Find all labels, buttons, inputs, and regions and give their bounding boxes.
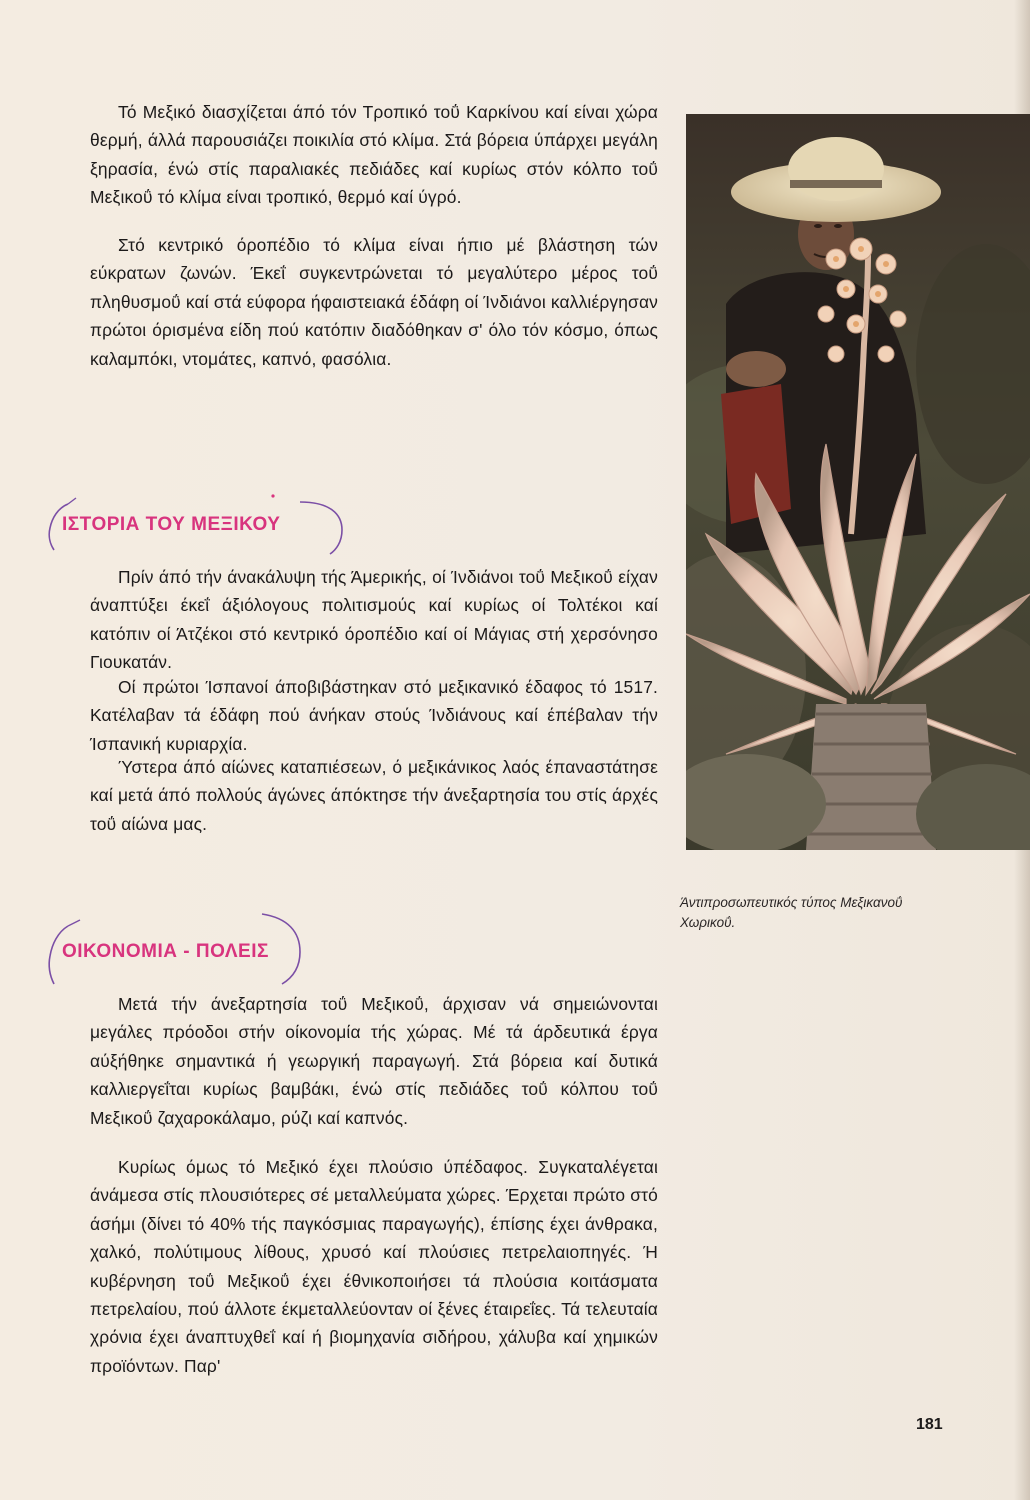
- paragraph-plateau: [90, 231, 658, 373]
- page-number: 181: [916, 1416, 943, 1433]
- section-heading-history: ΙΣΤΟΡΙΑ ΤΟΥ ΜΕΞΙΚΟΥ: [62, 514, 281, 535]
- paragraph-text: Ύστερα άπό αίώνες καταπιέσεων, ό μεξικάνικος λαός έπαναστάτησε καί μετά άπό πολλούς άγώνες άπόκτησε τήν άνεξαρτησία του στίς άρχές τοΰ αίώνα μας.: [90, 757, 658, 834]
- paragraph-economy-agriculture: [90, 990, 658, 1132]
- paragraph-pre-columbian: [90, 563, 658, 677]
- paragraph-text: Πρίν άπό τήν άνακάλυψη τής Άμερικής, οί Ίνδιάνοι τοΰ Μεξικοΰ είχαν άναπτύξει έκεΐ άξιόλογους πολιτισμούς καί κυρίως οί Τολτέκοι καί κατόπιν οί Άτζέκοι στό κεντρικό όροπέδιο καί οί Μάγιας στή χερσόνησο Γιουκατάν.: [90, 567, 658, 673]
- paragraph-text: Κυρίως όμως τό Μεξικό έχει πλούσιο ύπέδαφος. Συγκαταλέγεται άνάμεσα στίς πλουσιότερες σέ μεταλλεύματα χώρες. Έρχεται πρώτο στό άσήμι (δίνει τό 40% τής παγκόσμιας παραγωγής), έπίσης έχει άνθρακα, χαλκό, πολύτιμους λίθους, χρυσό καί πλούσιες πετρελαιοπηγές. Ή κυβέρνηση τοΰ Μεξικοΰ έχει έθνικοποιήσει τά πλούσια κοιτάσματα πετρελαίου, πού άλλοτε έκμεταλλεύονταν οί ξένες έταιρεΐες. Τά τελευταία χρόνια έχει άναπτυχθεΐ καί ή βιομηχανία σιδήρου, χάλυβα καί χημικών προϊόντων. Παρ': [90, 1157, 658, 1376]
- photo-illustration: [686, 114, 1030, 850]
- photo-mexican-peasant: [686, 114, 1030, 850]
- paragraph-text: Τό Μεξικό διασχίζεται άπό τόν Τροπικό τοΰ Καρκίνου καί είναι χώρα θερμή, άλλά παρουσιάζει ποικιλία στό κλίμα. Στά βόρεια ύπάρχει μεγάλη ξηρασία, ένώ στίς παραλιακές πεδιάδες καί κυρίως στόν κόλπο τοΰ Μεξικοΰ τό κλίμα είναι τροπικό, θερμό καί ύγρό.: [90, 102, 658, 208]
- paragraph-text: Μετά τήν άνεξαρτησία τοΰ Μεξικοΰ, άρχισαν νά σημειώνονται μεγάλες πρόοδοι στήν οίκονομία τής χώρας. Μέ τά άρδευτικά έργα αύξήθηκε σημαντικά ή γεωργική παραγωγή. Στά βόρεια καί δυτικά καλλιεργεΐται κυρίως βαμβάκι, ένώ στίς πεδιάδες τοΰ κόλπου τοΰ Μεξικοΰ ζαχαροκάλαμο, ρύζι καί καπνός.: [90, 994, 658, 1128]
- section-heading-economy: ΟΙΚΟΝΟΜΙΑ - ΠΟΛΕΙΣ: [62, 941, 269, 962]
- paragraph-text: Στό κεντρικό όροπέδιο τό κλίμα είναι ήπιο μέ βλάστηση τών εύκρατων ζωνών. Έκεΐ συγκεντρώνεται τό μεγαλύτερο μέρος τοΰ πληθυσμοΰ καί στά εύφορα ήφαιστειακά έδάφη οί Ίνδιάνοι καλλιέργησαν πρώτοι όρισμένα είδη πού κατόπιν διαδόθηκαν σ' όλο τόν κόσμο, όπως καλαμπόκι, ντομάτες, καπνό, φασόλια.: [90, 235, 658, 369]
- paragraph-economy-minerals: [90, 1153, 658, 1380]
- paragraph-spanish-arrival: [90, 673, 658, 758]
- paragraph-text: Οί πρώτοι Ίσπανοί άποβιβάστηκαν στό μεξικανικό έδαφος τό 1517. Κατέλαβαν τά έδάφη πού άνήκαν στούς Ίνδιάνους καί έπέβαλαν τήν Ίσπανική κυριαρχία.: [90, 677, 658, 754]
- paragraph-independence: [90, 753, 658, 838]
- photo-caption: Άντιπροσωπευτικός τύπος Μεξικανοΰ Χωρικοΰ.: [680, 895, 903, 930]
- paragraph-climate-intro: [90, 98, 658, 212]
